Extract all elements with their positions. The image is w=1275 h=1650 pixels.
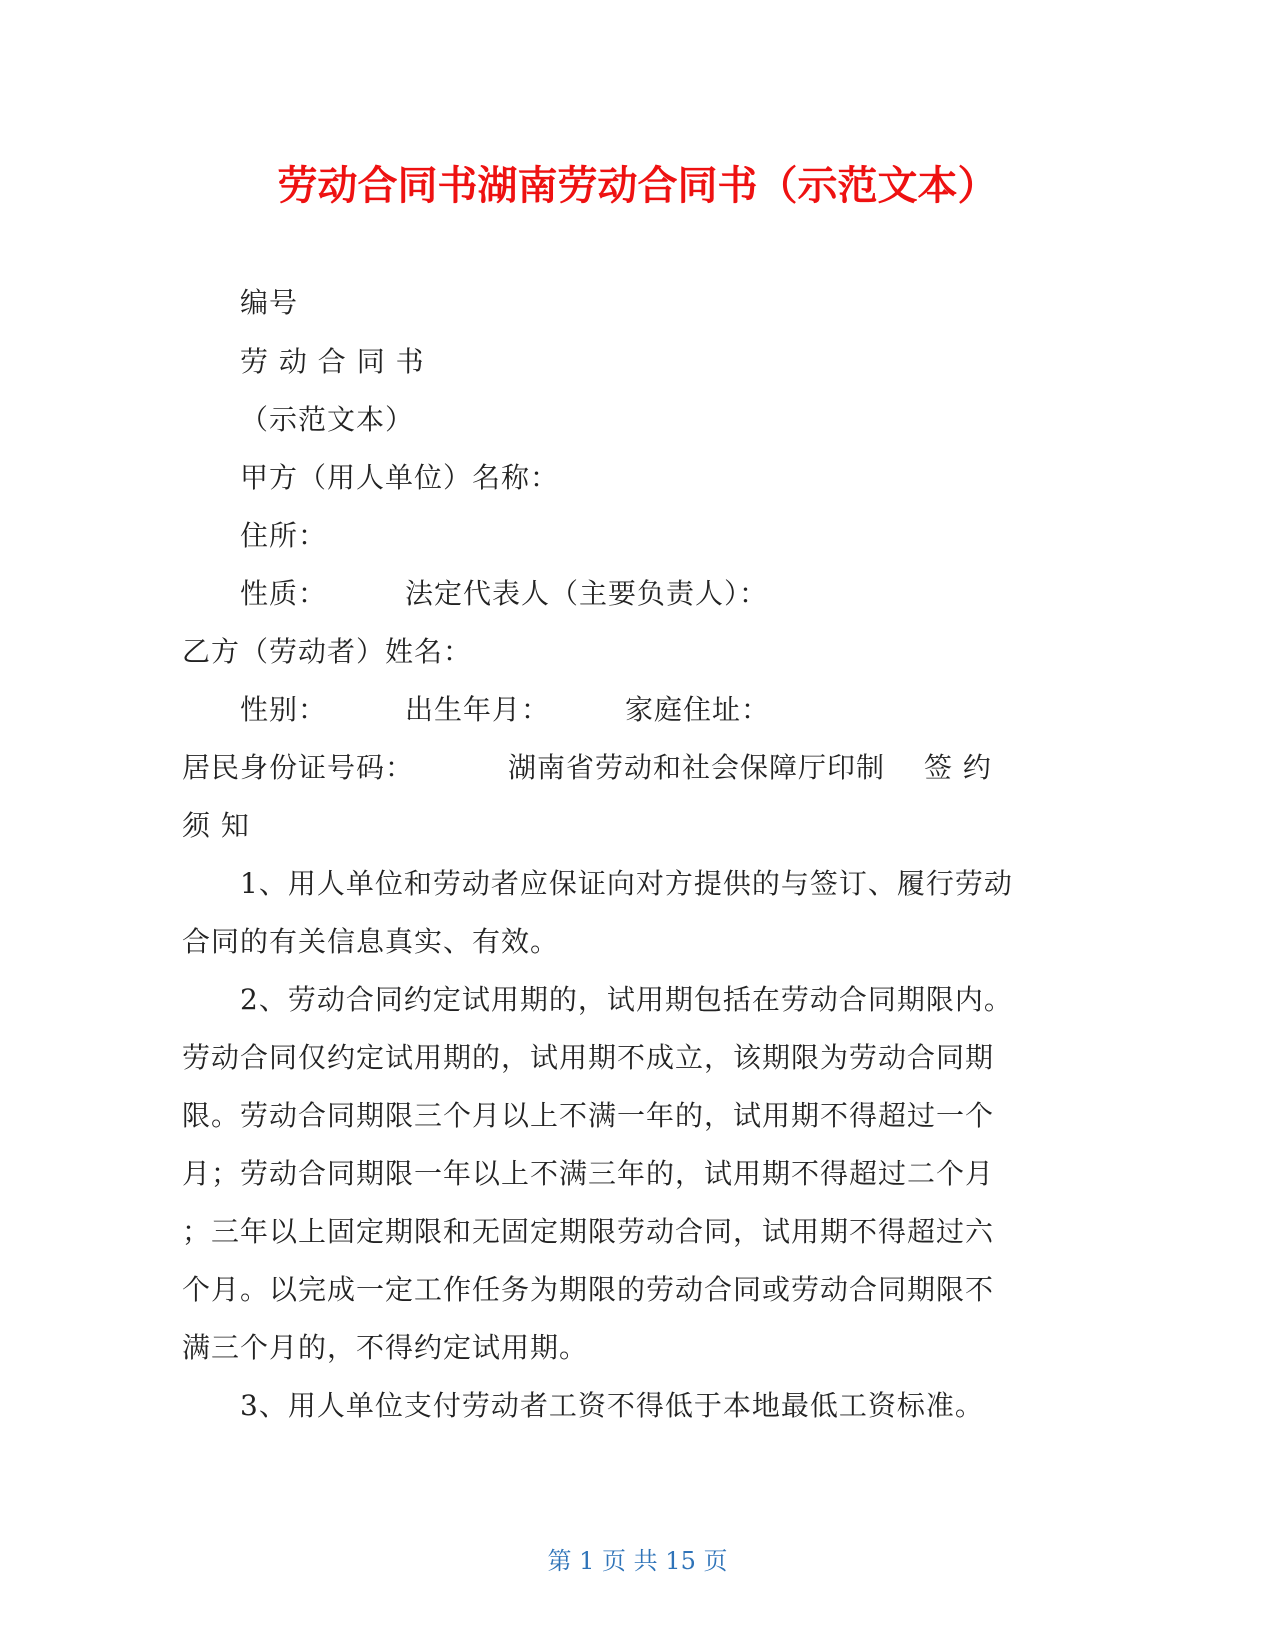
legal-representative-label: 法定代表人（主要负责人）： xyxy=(405,577,769,610)
paragraph-1-line-2: 合同的有关信息真实、有效。 xyxy=(182,925,560,958)
signing-notice-heading-part2: 须 知 xyxy=(182,809,250,842)
address-label: 住所： xyxy=(240,519,328,552)
home-address-label: 家庭住址： xyxy=(625,693,771,726)
sample-text-label: （示范文本） xyxy=(240,403,415,436)
birth-date-label: 出生年月： xyxy=(405,693,551,726)
paragraph-1-line-1: 1、用人单位和劳动者应保证向对方提供的与签订、履行劳动 xyxy=(240,867,1013,900)
paragraph-3-line-1: 3、用人单位支付劳动者工资不得低于本地最低工资标准。 xyxy=(240,1389,984,1422)
contract-number-label: 编号 xyxy=(240,286,299,319)
signing-notice-heading-part1: 签 约 xyxy=(924,751,992,784)
paragraph-2-line-7: 满三个月的，不得约定试用期。 xyxy=(182,1331,589,1364)
nature-label: 性质： xyxy=(240,577,328,610)
printer-label: 湖南省劳动和社会保障厅印制 xyxy=(508,751,886,784)
gender-label: 性别： xyxy=(240,693,328,726)
paragraph-2-line-3: 限。劳动合同期限三个月以上不满一年的，试用期不得超过一个 xyxy=(182,1099,995,1132)
page-number-footer: 第 1 页 共 15 页 xyxy=(547,1547,728,1575)
paragraph-2-line-1: 2、劳动合同约定试用期的，试用期包括在劳动合同期限内。 xyxy=(240,983,1013,1016)
contract-name: 劳 动 合 同 书 xyxy=(240,345,425,378)
paragraph-2-line-4: 月；劳动合同期限一年以上不满三年的，试用期不得超过二个月 xyxy=(182,1157,995,1190)
party-a-name-label: 甲方（用人单位）名称： xyxy=(240,461,560,494)
paragraph-2-line-5: ；三年以上固定期限和无固定期限劳动合同，试用期不得超过六 xyxy=(182,1215,995,1248)
party-b-name-label: 乙方（劳动者）姓名： xyxy=(182,635,473,668)
paragraph-2-line-2: 劳动合同仅约定试用期的，试用期不成立，该期限为劳动合同期 xyxy=(182,1041,995,1074)
document-title: 劳动合同书湖南劳动合同书（示范文本） xyxy=(277,163,998,209)
paragraph-2-line-6: 个月。以完成一定工作任务为期限的劳动合同或劳动合同期限不 xyxy=(182,1273,995,1306)
id-number-label: 居民身份证号码： xyxy=(182,751,415,784)
